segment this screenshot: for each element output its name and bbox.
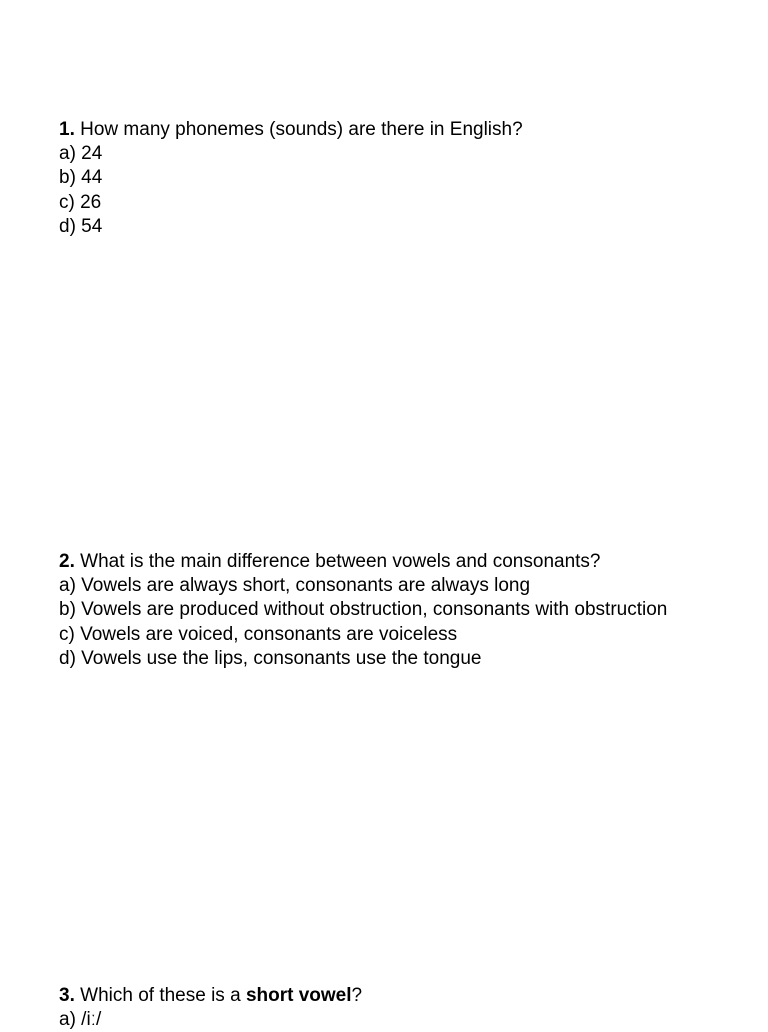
question-text: Which of these is a (80, 985, 241, 1006)
answer-option-a: a) 24 (59, 143, 103, 165)
question-3 (59, 984, 699, 1032)
question-emphasis: short vowel (245, 985, 352, 1006)
answer-option-d: d) Vowels use the lips, consonants use the tongue (59, 647, 482, 669)
answer-option-d: d) 54 (59, 215, 103, 237)
question-stem (59, 984, 699, 1008)
answer-option-c: c) Vowels are voiced, consonants are voiceless (59, 623, 458, 645)
question-text: How many phonemes (sounds) are there in English? (80, 119, 523, 140)
question-1 (59, 118, 699, 239)
answer-option-b: b) 44 (59, 167, 103, 189)
question-text: What is the main difference between vowels and consonants? (80, 551, 601, 572)
answer-option-a: a) /iː/ (59, 1009, 102, 1031)
question-2 (59, 550, 699, 671)
question-stem (59, 118, 699, 142)
answer-option-b: b) Vowels are produced without obstruction, consonants with obstruction (59, 599, 668, 621)
answer-option-a: a) Vowels are always short, consonants are always long (59, 575, 531, 597)
question-number: 1. (59, 119, 75, 140)
question-number: 3. (59, 985, 75, 1006)
question-number: 2. (59, 551, 75, 572)
question-stem (59, 550, 699, 574)
question-text-end: ? (351, 985, 363, 1006)
answer-option-c: c) 26 (59, 191, 102, 213)
